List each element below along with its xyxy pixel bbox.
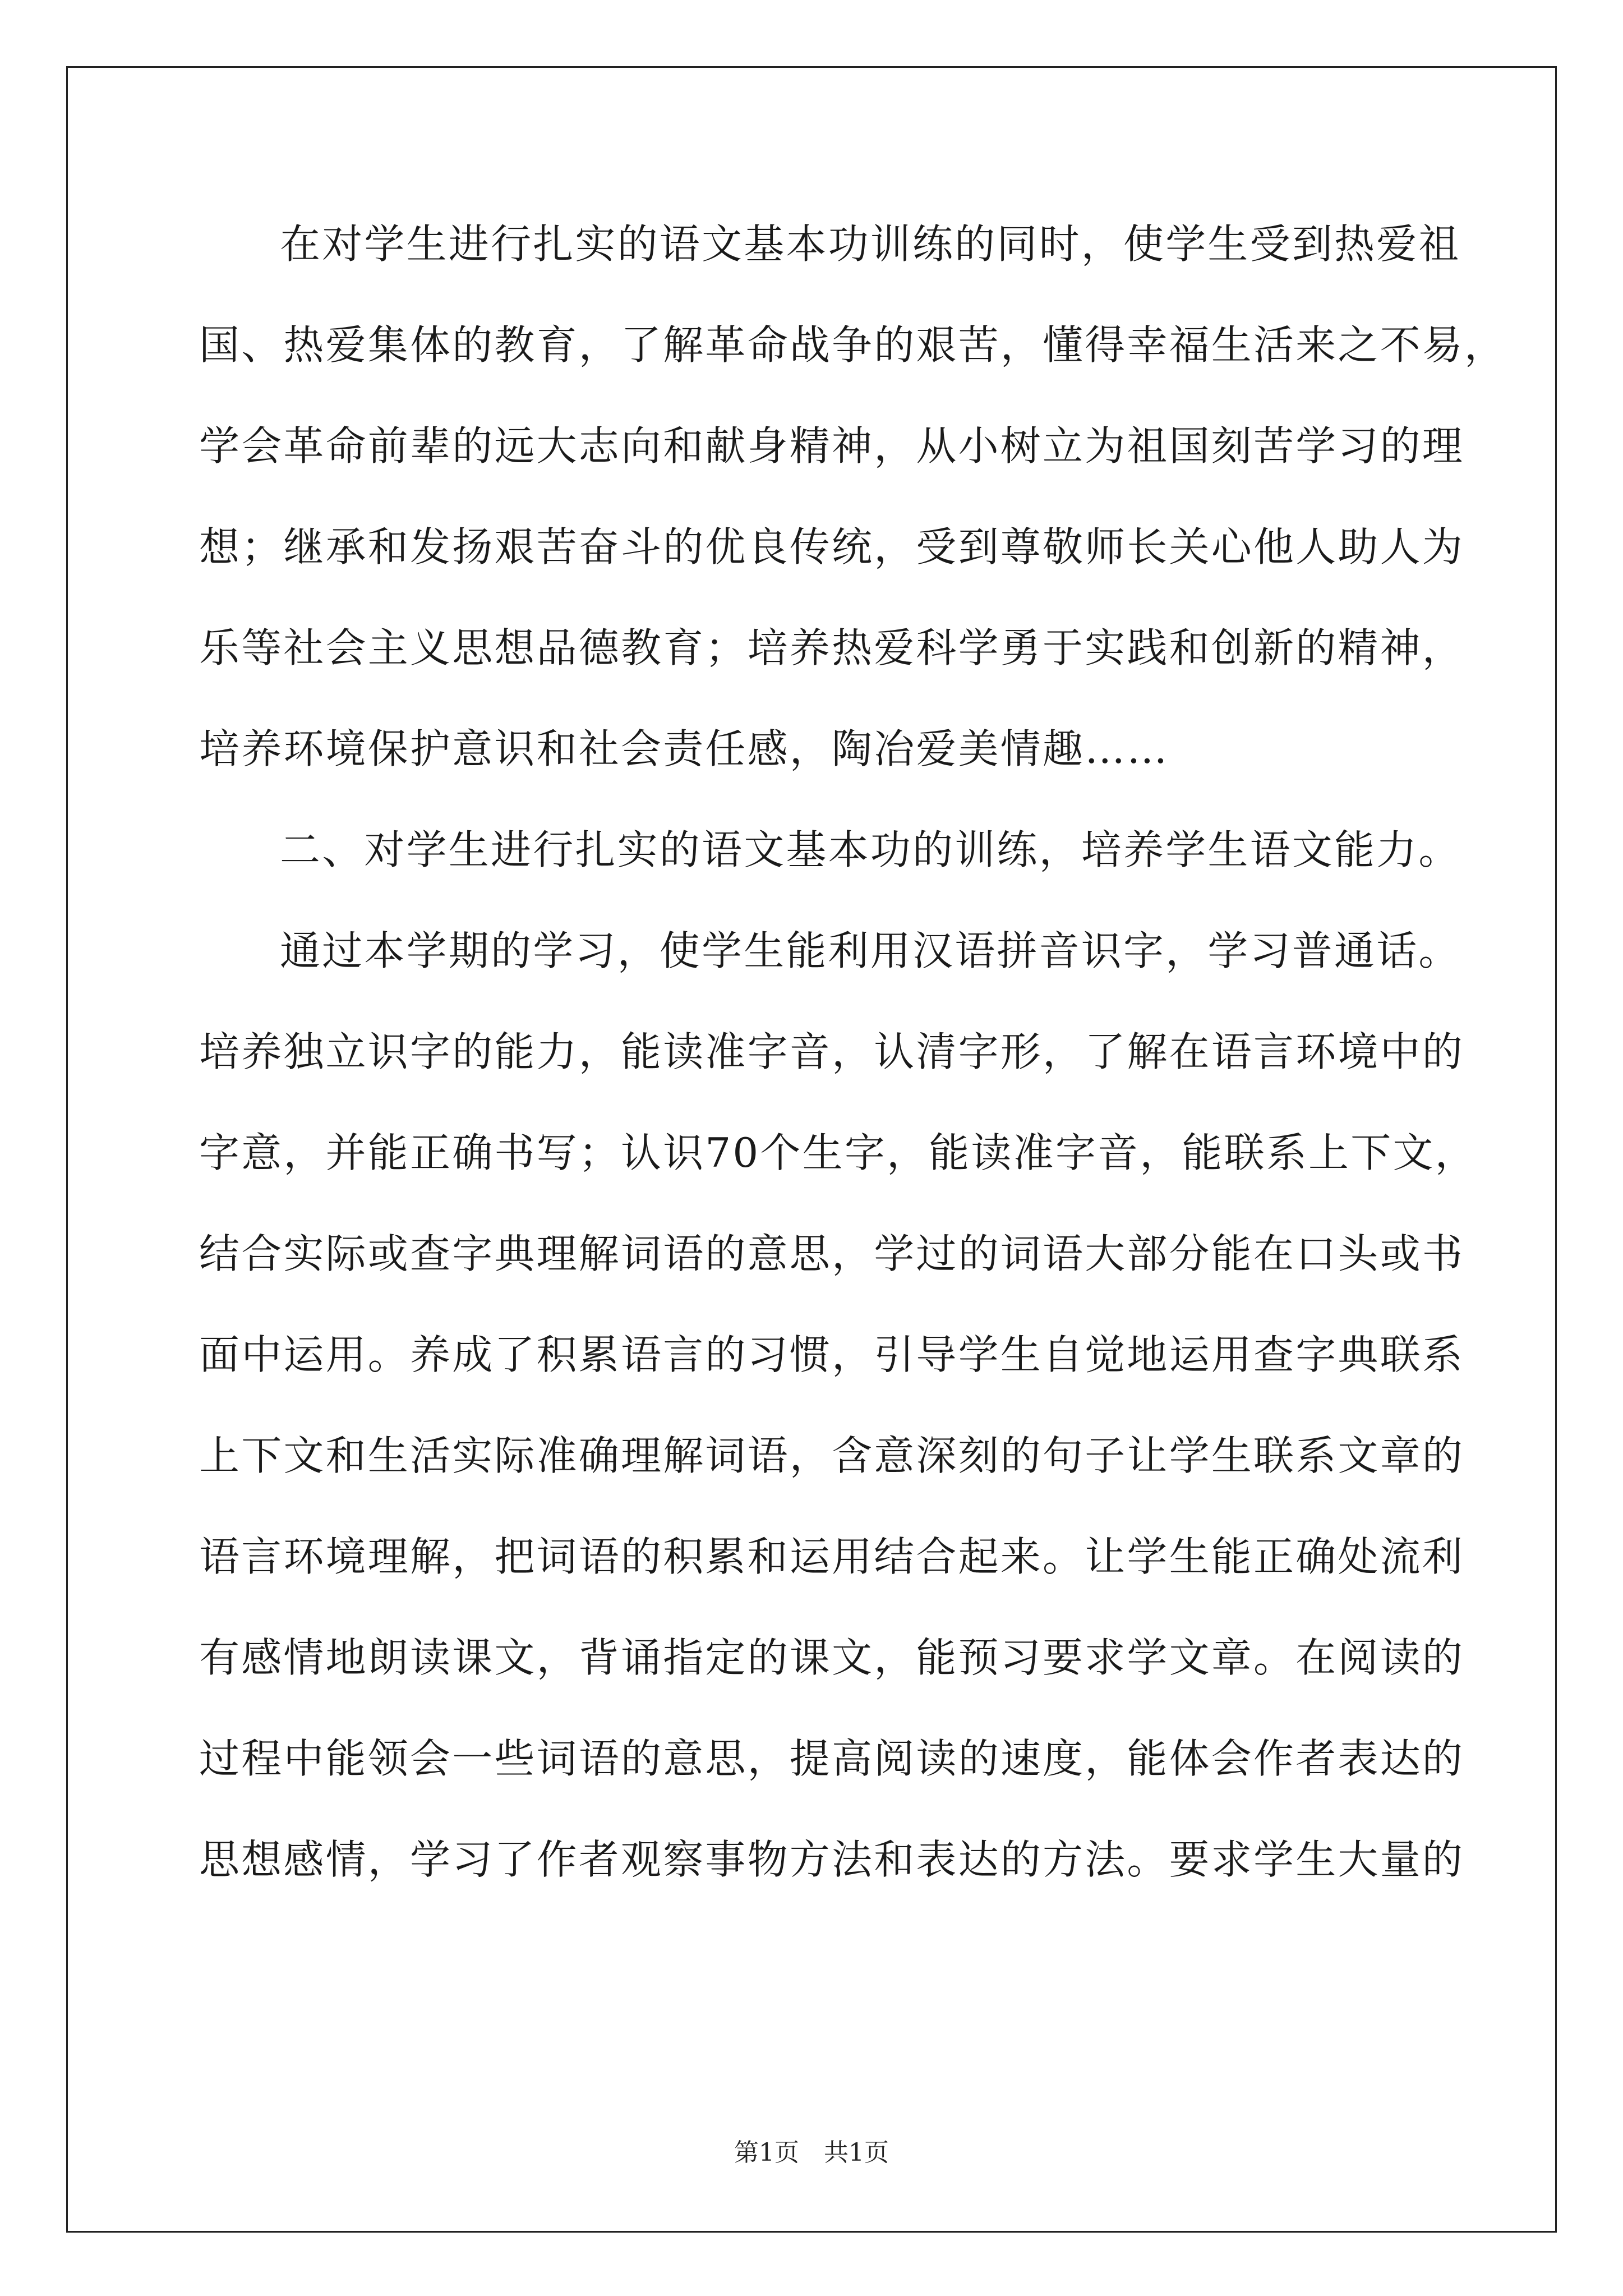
text-line: 思想感情，学习了作者观察事物方法和表达的方法。要求学生大量的 xyxy=(199,1836,1465,1883)
text-line: 国、热爱集体的教育，了解革命战争的艰苦，懂得幸福生活来之不易， xyxy=(199,321,1507,369)
text-line: 通过本学期的学习，使学生能利用汉语拼音识字，学习普通话。 xyxy=(280,927,1461,974)
text-line: 语言环境理解，把词语的积累和运用结合起来。让学生能正确处流利 xyxy=(199,1533,1465,1580)
text-line: 上下文和生活实际准确理解词语，含意深刻的句子让学生联系文章的 xyxy=(199,1432,1465,1479)
text-line: 培养环境保护意识和社会责任感，陶冶爱美情趣…… xyxy=(199,725,1169,772)
text-line: 培养独立识字的能力，能读准字音，认清字形，了解在语言环境中的 xyxy=(199,1028,1465,1075)
text-line: 有感情地朗读课文，背诵指定的课文，能预习要求学文章。在阅读的 xyxy=(199,1634,1465,1681)
page-number-footer: 第1页 共1页 xyxy=(734,2138,889,2167)
text-line: 面中运用。养成了积累语言的习惯，引导学生自觉地运用查字典联系 xyxy=(199,1331,1465,1378)
text-line: 过程中能领会一些词语的意思，提高阅读的速度，能体会作者表达的 xyxy=(199,1735,1465,1782)
text-line: 学会革命前辈的远大志向和献身精神，从小树立为祖国刻苦学习的理 xyxy=(199,422,1465,470)
text-line: 在对学生进行扎实的语文基本功训练的同时，使学生受到热爱祖 xyxy=(280,220,1461,268)
text-line: 结合实际或查字典理解词语的意思，学过的词语大部分能在口头或书 xyxy=(199,1230,1465,1277)
text-line: 想；继承和发扬艰苦奋斗的优良传统，受到尊敬师长关心他人助人为 xyxy=(199,523,1465,570)
text-line: 乐等社会主义思想品德教育；培养热爱科学勇于实践和创新的精神， xyxy=(199,624,1465,671)
text-line: 字意，并能正确书写；认识70个生字，能读准字音，能联系上下文， xyxy=(199,1129,1477,1176)
section-heading: 二、对学生进行扎实的语文基本功的训练，培养学生语文能力。 xyxy=(280,826,1461,873)
